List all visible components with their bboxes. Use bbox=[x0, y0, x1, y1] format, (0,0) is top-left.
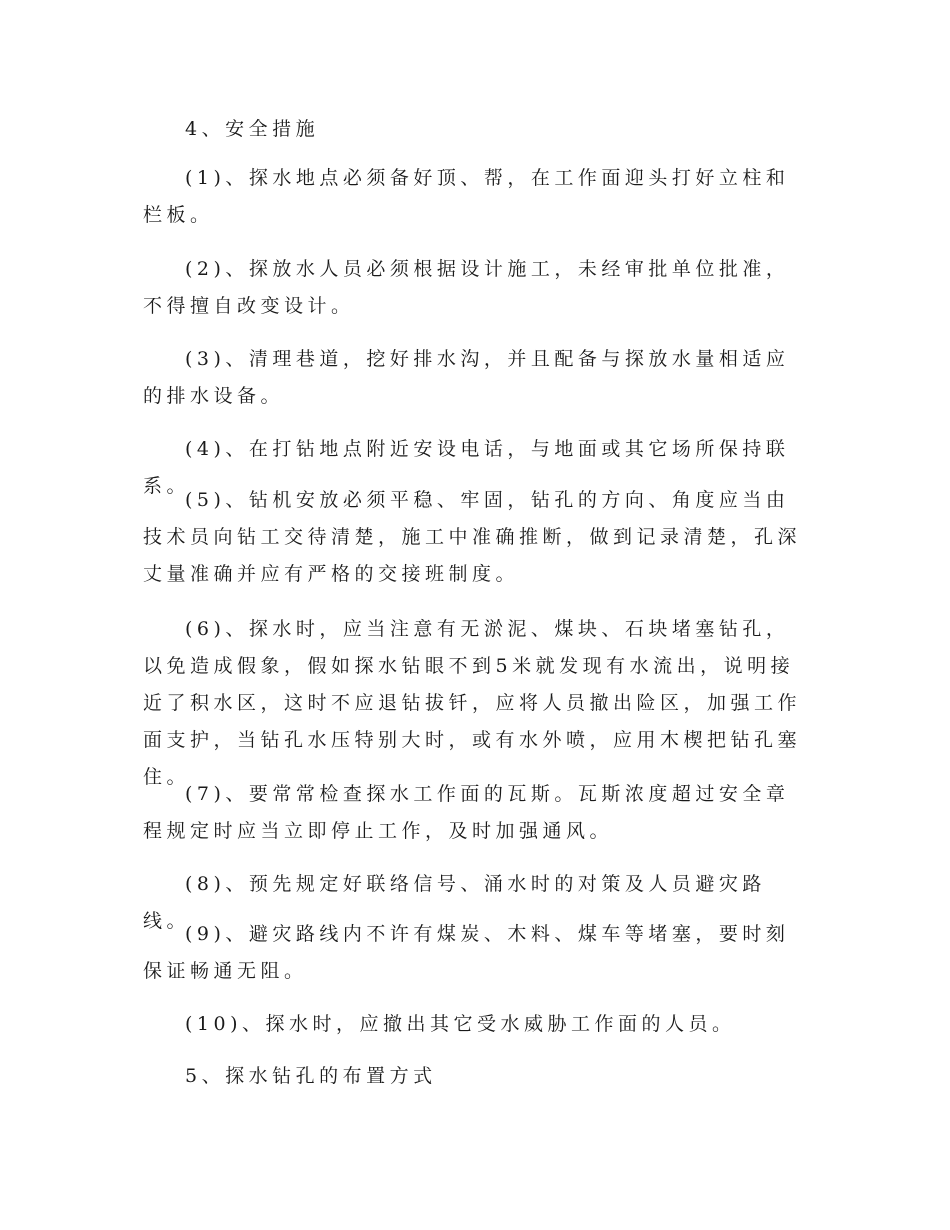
safety-item-6 bbox=[143, 611, 807, 796]
heading-text: 4、安全措施 bbox=[185, 118, 320, 140]
paragraph-text: (5)、钻机安放必须平稳、牢固，钻孔的方向、角度应当由技术员向钻工交待清楚，施工中准确推断，做到记录清楚，孔深丈量准确并应有严格的交接班制度。 bbox=[143, 489, 802, 585]
paragraph-text: (6)、探水时，应当注意有无淤泥、煤块、石块堵塞钻孔，以免造成假象，假如探水钻眼不到5米就发现有水流出，说明接近了积水区，这时不应退钻拔钎，应将人员撤出险区，加强工作面支护，当钻孔水压特别大时，或有水外喷，应用木楔把钻孔塞住。 bbox=[143, 618, 802, 788]
paragraph-text: (4)、在打钻地点附近安设电话，与地面或其它场所保持联系。 bbox=[143, 438, 790, 497]
safety-item-10 bbox=[143, 1006, 807, 1043]
safety-item-1 bbox=[143, 160, 807, 234]
safety-item-2 bbox=[143, 251, 807, 325]
paragraph-text: (7)、要常常检查探水工作面的瓦斯。瓦斯浓度超过安全章程规定时应当立即停止工作，及时加强通风。 bbox=[143, 783, 790, 842]
paragraph-text: (3)、清理巷道，挖好排水沟，并且配备与探放水量相适应的排水设备。 bbox=[143, 348, 790, 407]
safety-item-3 bbox=[143, 341, 807, 415]
paragraph-text: (2)、探放水人员必须根据设计施工，未经审批单位批准，不得擅自改变设计。 bbox=[143, 258, 790, 317]
safety-item-9 bbox=[143, 916, 807, 990]
heading-text: 5、探水钻孔的布置方式 bbox=[185, 1065, 437, 1087]
section-heading-safety bbox=[143, 111, 807, 148]
safety-item-7 bbox=[143, 776, 807, 850]
paragraph-text: (8)、预先规定好联络信号、涌水时的对策及人员避灾路线。 bbox=[143, 873, 766, 932]
paragraph-text: (10)、探水时，应撤出其它受水威胁工作面的人员。 bbox=[185, 1013, 736, 1035]
section-heading-layout bbox=[143, 1058, 807, 1095]
paragraph-text: (1)、探水地点必须备好顶、帮，在工作面迎头打好立柱和栏板。 bbox=[143, 167, 790, 226]
paragraph-text: (9)、避灾路线内不许有煤炭、木料、煤车等堵塞，要时刻保证畅通无阻。 bbox=[143, 923, 790, 982]
safety-item-5 bbox=[143, 482, 807, 593]
